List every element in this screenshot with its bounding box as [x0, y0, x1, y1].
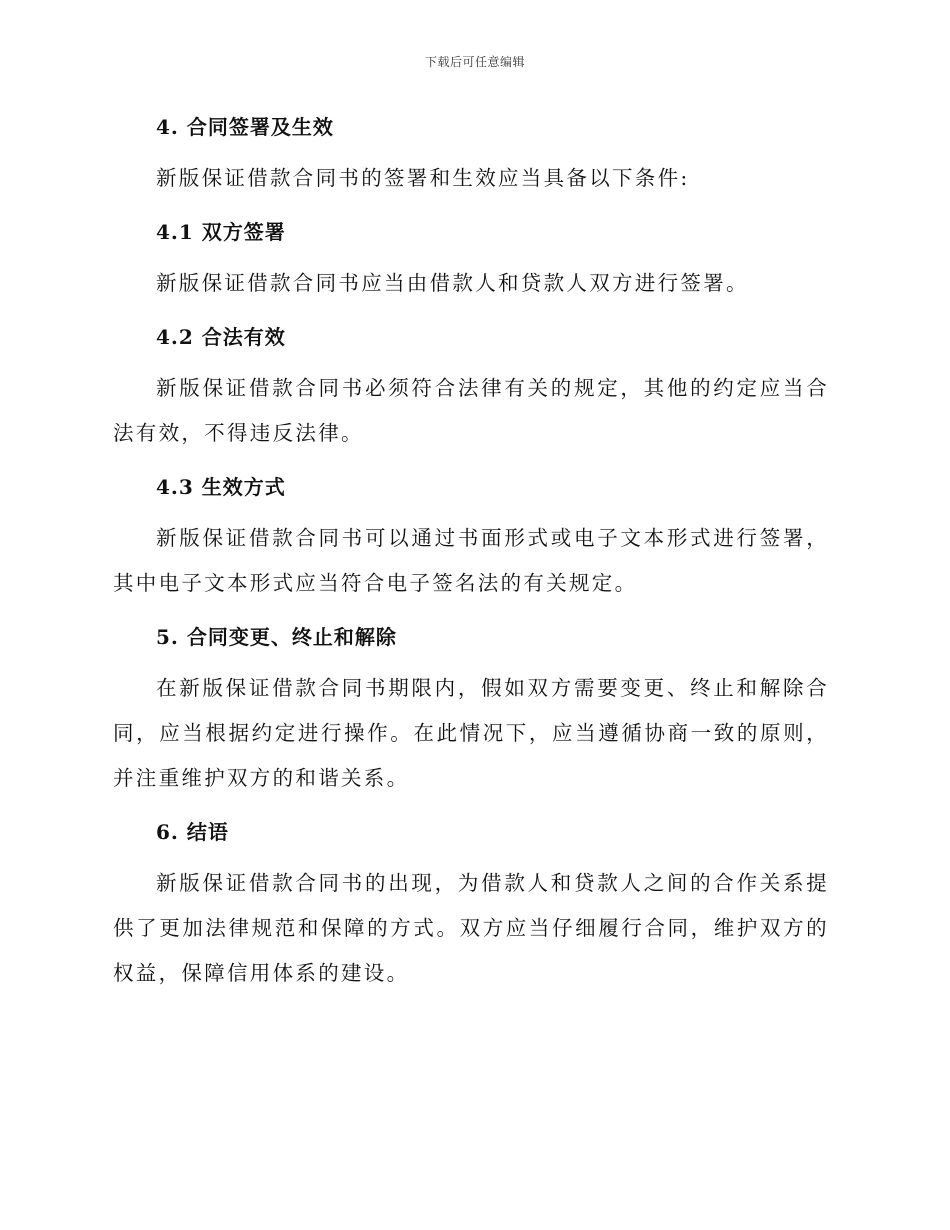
page-header: 下载后可任意编辑 [424, 55, 525, 69]
heading-6: 6. 结语 [156, 820, 229, 844]
heading-4-1: 4.1 双方签署 [156, 220, 286, 244]
para-4-3: 新版保证借款合同书可以通过书面形式或电子文本形式进行签署，其中电子文本形式应当符合电子签名法的有关规定。 [113, 526, 829, 595]
para-4-2: 新版保证借款合同书必须符合法律有关的规定，其他的约定应当合法有效，不得违反法律。 [113, 376, 829, 445]
heading-4-3: 4.3 生效方式 [156, 475, 286, 499]
para-6: 新版保证借款合同书的出现，为借款人和贷款人之间的合作关系提供了更加法律规范和保障的方式。双方应当仔细履行合同，维护双方的权益，保障信用体系的建设。 [113, 871, 829, 985]
heading-5: 5. 合同变更、终止和解除 [156, 625, 397, 649]
document-body [113, 108, 829, 996]
para-4-intro: 新版保证借款合同书的签署和生效应当具备以下条件: [156, 166, 690, 190]
heading-4-2: 4.2 合法有效 [156, 325, 286, 349]
para-5: 在新版保证借款合同书期限内，假如双方需要变更、终止和解除合同，应当根据约定进行操作。在此情况下，应当遵循协商一致的原则，并注重维护双方的和谐关系。 [113, 676, 829, 790]
heading-4: 4. 合同签署及生效 [156, 115, 334, 139]
para-4-1: 新版保证借款合同书应当由借款人和贷款人双方进行签署。 [156, 271, 749, 295]
